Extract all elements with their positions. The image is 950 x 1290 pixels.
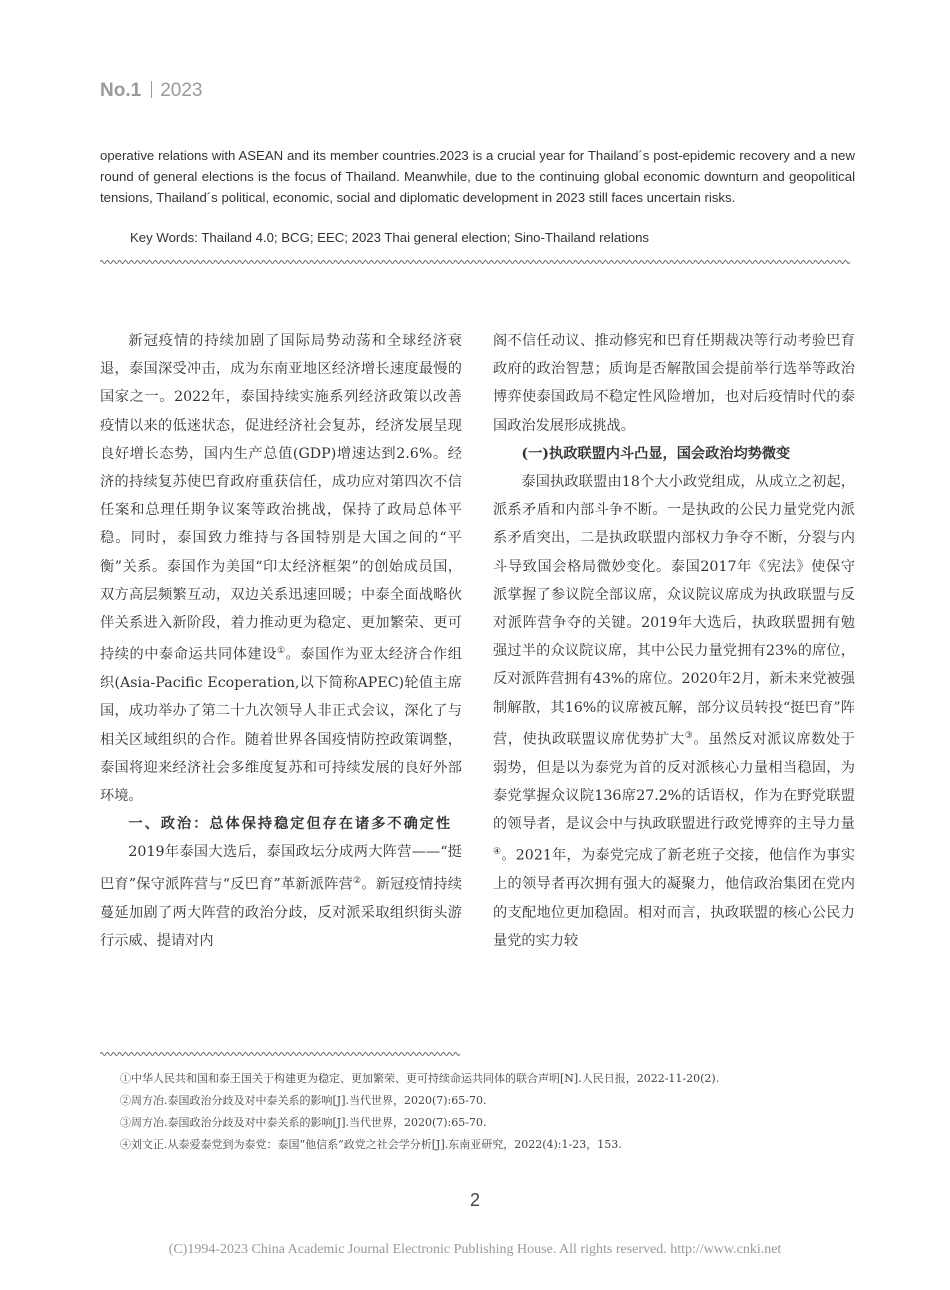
footnote-item: ②周方冶.泰国政治分歧及对中泰关系的影响[J].当代世界，2020(7):65-70. [120,1094,487,1107]
intro-paragraph: 新冠疫情的持续加剧了国际局势动荡和全球经济衰退，泰国深受冲击，成为东南亚地区经济增长速度最慢的国家之一。2022年，泰国持续实施系列经济政策以改善疫情以来的低迷状态，促进经济社会复苏，经济发展呈现良好增长态势，国内生产总值(GDP)增速达到2.6%。经济的持续复苏使巴育政府重获信任，成功应对第四次不信任案和总理任期争议案等政治挑战，保持了政局总体平稳。同时，泰国致力维持与各国特别是大国之间的“平衡”关系。泰国作为美国“印太经济框架”的创始成员国，双方高层频繁互动，双边关系迅速回暖；中泰全面战略伙伴关系进入新阶段，着力推动更为稳定、更加繁荣、更可持续的中泰命运共同体建设①。泰国作为亚太经济合作组织(Asia-Pacific Ecoperation,以下简称APEC)轮值主席国，成功举办了第二十九次领导人非正式会议，深化了与相关区域组织的合作。随着世界各国疫情防控政策调整，泰国将迎来经济社会多维度复苏和可持续发展的良好外部环境。 [100,333,462,804]
footnote-item: ③周方冶.泰国政治分歧及对中泰关系的影响[J].当代世界，2020(7):65-70. [120,1116,487,1129]
copyright-notice: (C)1994-2023 China Academic Journal Electronic Publishing House. All rights reserved. http://www.cnki.net [168,1242,782,1257]
abstract-wavy-divider [100,258,852,266]
footnote-ref-1[interactable]: ① [276,646,286,657]
header-divider [151,81,152,98]
page-number: 2 [469,1190,480,1210]
keywords-line [130,228,855,248]
section-heading-politics: 一、政治：总体保持稳定但存在诸多不确定性 [128,816,453,833]
keywords-text: Thailand 4.0; BCG; EEC; 2023 Thai general election; Sino-Thailand relations [197,230,650,245]
footnote-ref-3[interactable]: ③ [684,730,694,741]
footnote-ref-4[interactable]: ④ [493,847,502,858]
issue-year: 2023 [160,80,203,101]
english-abstract [100,145,855,208]
footnote-ref-2[interactable]: ② [353,875,362,886]
keywords-label: Key Words: [130,230,198,245]
footnote-item: ④刘文正.从泰爱泰党到为泰党：泰国“他信系”政党之社会学分析[J].东南亚研究，2022(4):1-23，153. [120,1138,622,1151]
journal-header [100,80,202,102]
subsection-heading-coalition: (一)执政联盟内斗凸显，国会政治均势微变 [521,445,791,462]
issue-number: No.1 [100,80,142,101]
coalition-paragraph: 泰国执政联盟由18个大小政党组成，从成立之初起，派系矛盾和内部斗争不断。一是执政的公民力量党党内派系矛盾突出，二是执政联盟内部权力争夺不断，分裂与内斗导致国会格局微妙变化。泰国2017年《宪法》使保守派掌握了参议院全部议席，众议院议席成为执政联盟与反对派阵营争夺的关键。2019年大选后，执政联盟拥有勉强过半的众议院议席，其中公民力量党拥有23%的席位，反对派阵营拥有43%的席位。2020年2月，新未来党被强制解散，其16%的议席被瓦解，部分议员转投“挺巴育”阵营，使执政联盟议席优势扩大③。虽然反对派议席数处于弱势，但是以为泰党为首的反对派核心力量相当稳固，为泰党掌握众议院136席27.2%的话语权，作为在野党联盟的领导者，是议会中与执政联盟进行政党博弈的主导力量④。2021年，为泰党完成了新老班子交接，他信作为事实上的领导者再次拥有强大的凝聚力，他信政治集团在党内的支配地位更加稳固。相对而言，执政联盟的核心公民力量党的实力较 [493,474,856,949]
abstract-text: operative relations with ASEAN and its member countries.2023 is a crucial year for Thailand´s post-epidemic recovery and a new round of general elections is the focus of Thailand. Meanwhile, due to the continuing global economic downturn and geopolitical tensions, Thailand´s political, economic, social and diplomatic development in 2023 still faces uncertain risks. [100,148,855,205]
footnote-item: ①中华人民共和国和泰王国关于构建更为稳定、更加繁荣、更可持续命运共同体的联合声明[N].人民日报，2022-11-20(2). [120,1072,720,1085]
footnote-wavy-divider [100,1050,462,1058]
right-column [493,327,855,955]
politics-paragraph: 2019年泰国大选后，泰国政坛分成两大阵营——“挺巴育”保守派阵营与“反巴育”革新派阵营②。新冠疫情持续蔓延加剧了两大阵营的政治分歧，反对派采取组织街头游行示威、提请对内 [100,844,462,949]
left-column [100,327,462,955]
footnotes [120,1068,860,1156]
politics-paragraph-continued: 阁不信任动议、推动修宪和巴育任期裁决等行动考验巴育政府的政治智慧；质询是否解散国会提前举行选举等政治博弈使泰国政局不稳定性风险增加，也对后疫情时代的泰国政治发展形成挑战。 [493,333,855,434]
